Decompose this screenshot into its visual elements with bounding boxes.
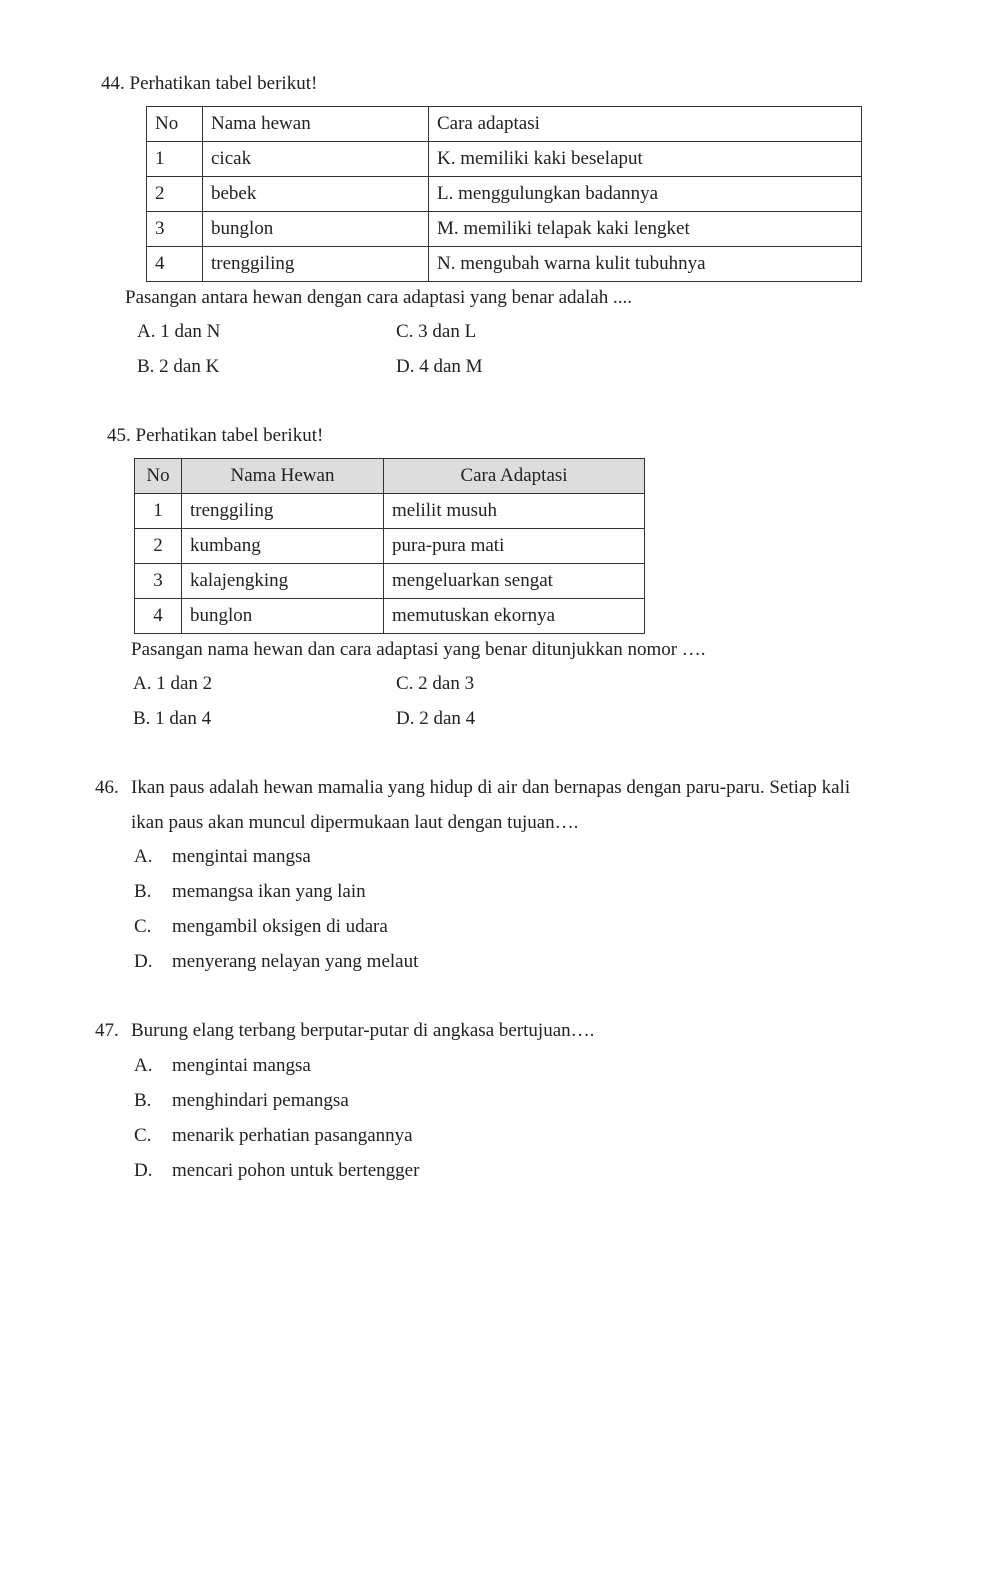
table-cell: N. mengubah warna kulit tubuhnya xyxy=(429,247,862,282)
option-letter: B. xyxy=(134,1090,152,1111)
option-text: memangsa ikan yang lain xyxy=(172,881,366,902)
table-header-cell: Nama Hewan xyxy=(182,459,384,494)
option-letter: C. xyxy=(134,916,152,937)
q44-table xyxy=(146,106,862,282)
table-cell: memutuskan ekornya xyxy=(384,599,645,634)
table-cell: 4 xyxy=(135,599,182,634)
option-letter: C. xyxy=(134,1125,152,1146)
q47-number: 47. xyxy=(95,1020,119,1041)
q46-option-b[interactable] xyxy=(134,881,366,903)
option-text: menghindari pemangsa xyxy=(172,1090,349,1111)
q47-option-d[interactable] xyxy=(134,1160,420,1182)
q46-option-d[interactable] xyxy=(134,951,419,973)
option-letter: A. xyxy=(134,846,153,867)
table-cell: melilit musuh xyxy=(384,494,645,529)
option-text: mengintai mangsa xyxy=(172,846,311,867)
q44-option-a[interactable]: A. 1 dan N xyxy=(137,321,221,342)
table-cell: 2 xyxy=(135,529,182,564)
table-cell: 3 xyxy=(147,212,203,247)
q44-option-c[interactable]: C. 3 dan L xyxy=(396,321,477,342)
table-cell: trenggiling xyxy=(203,247,429,282)
q44-question: Pasangan antara hewan dengan cara adaptasi yang benar adalah .... xyxy=(125,287,632,308)
q46-option-a[interactable] xyxy=(134,846,311,868)
table-cell: bunglon xyxy=(182,599,384,634)
table-header-row xyxy=(135,459,645,494)
table-cell: M. memiliki telapak kaki lengket xyxy=(429,212,862,247)
table-header-cell: No xyxy=(147,107,203,142)
table-cell: 4 xyxy=(147,247,203,282)
q45-option-a[interactable]: A. 1 dan 2 xyxy=(133,673,213,694)
table-header-cell: Cara Adaptasi xyxy=(384,459,645,494)
table-cell: kumbang xyxy=(182,529,384,564)
option-letter: A. xyxy=(134,1055,153,1076)
table-header-cell: No xyxy=(135,459,182,494)
table-cell: mengeluarkan sengat xyxy=(384,564,645,599)
table-cell: 3 xyxy=(135,564,182,599)
table-row xyxy=(135,599,645,634)
table-cell: 1 xyxy=(135,494,182,529)
option-letter: B. xyxy=(134,881,152,902)
table-cell: bunglon xyxy=(203,212,429,247)
table-header-cell: Nama hewan xyxy=(203,107,429,142)
table-row xyxy=(147,212,862,247)
q47-option-c[interactable] xyxy=(134,1125,413,1147)
q44-prompt: 44. Perhatikan tabel berikut! xyxy=(101,73,318,94)
q45-option-d[interactable]: D. 2 dan 4 xyxy=(396,708,476,729)
table-cell: K. memiliki kaki beselaput xyxy=(429,142,862,177)
table-row xyxy=(147,247,862,282)
q46-number: 46. xyxy=(95,777,119,798)
option-text: menarik perhatian pasangannya xyxy=(172,1125,413,1146)
q45-prompt: 45. Perhatikan tabel berikut! xyxy=(107,425,324,446)
q46-text-line2: ikan paus akan muncul dipermukaan laut dengan tujuan…. xyxy=(131,812,579,833)
option-text: mencari pohon untuk bertengger xyxy=(172,1160,420,1181)
table-row xyxy=(147,177,862,212)
option-text: menyerang nelayan yang melaut xyxy=(172,951,419,972)
q46-text-line1: Ikan paus adalah hewan mamalia yang hidup di air dan bernapas dengan paru-paru. Setiap kali xyxy=(131,777,851,798)
table-row xyxy=(135,494,645,529)
table-header-row xyxy=(147,107,862,142)
option-letter: D. xyxy=(134,951,153,972)
q46-option-c[interactable] xyxy=(134,916,388,938)
table-cell: 1 xyxy=(147,142,203,177)
q47-option-a[interactable] xyxy=(134,1055,311,1077)
table-row xyxy=(135,529,645,564)
table-cell: L. menggulungkan badannya xyxy=(429,177,862,212)
q45-table xyxy=(134,458,645,634)
option-letter: D. xyxy=(134,1160,153,1181)
q44-option-d[interactable]: D. 4 dan M xyxy=(396,356,483,377)
table-cell: pura-pura mati xyxy=(384,529,645,564)
table-cell: trenggiling xyxy=(182,494,384,529)
table-header-cell: Cara adaptasi xyxy=(429,107,862,142)
q45-question: Pasangan nama hewan dan cara adaptasi yang benar ditunjukkan nomor …. xyxy=(131,639,706,660)
table-cell: 2 xyxy=(147,177,203,212)
q45-option-c[interactable]: C. 2 dan 3 xyxy=(396,673,475,694)
table-cell: bebek xyxy=(203,177,429,212)
q47-option-b[interactable] xyxy=(134,1090,349,1112)
option-text: mengambil oksigen di udara xyxy=(172,916,388,937)
option-text: mengintai mangsa xyxy=(172,1055,311,1076)
q44-option-b[interactable]: B. 2 dan K xyxy=(137,356,220,377)
table-row xyxy=(135,564,645,599)
table-row xyxy=(147,142,862,177)
table-cell: cicak xyxy=(203,142,429,177)
table-cell: kalajengking xyxy=(182,564,384,599)
q45-option-b[interactable]: B. 1 dan 4 xyxy=(133,708,212,729)
q47-text: Burung elang terbang berputar-putar di angkasa bertujuan…. xyxy=(131,1020,595,1041)
